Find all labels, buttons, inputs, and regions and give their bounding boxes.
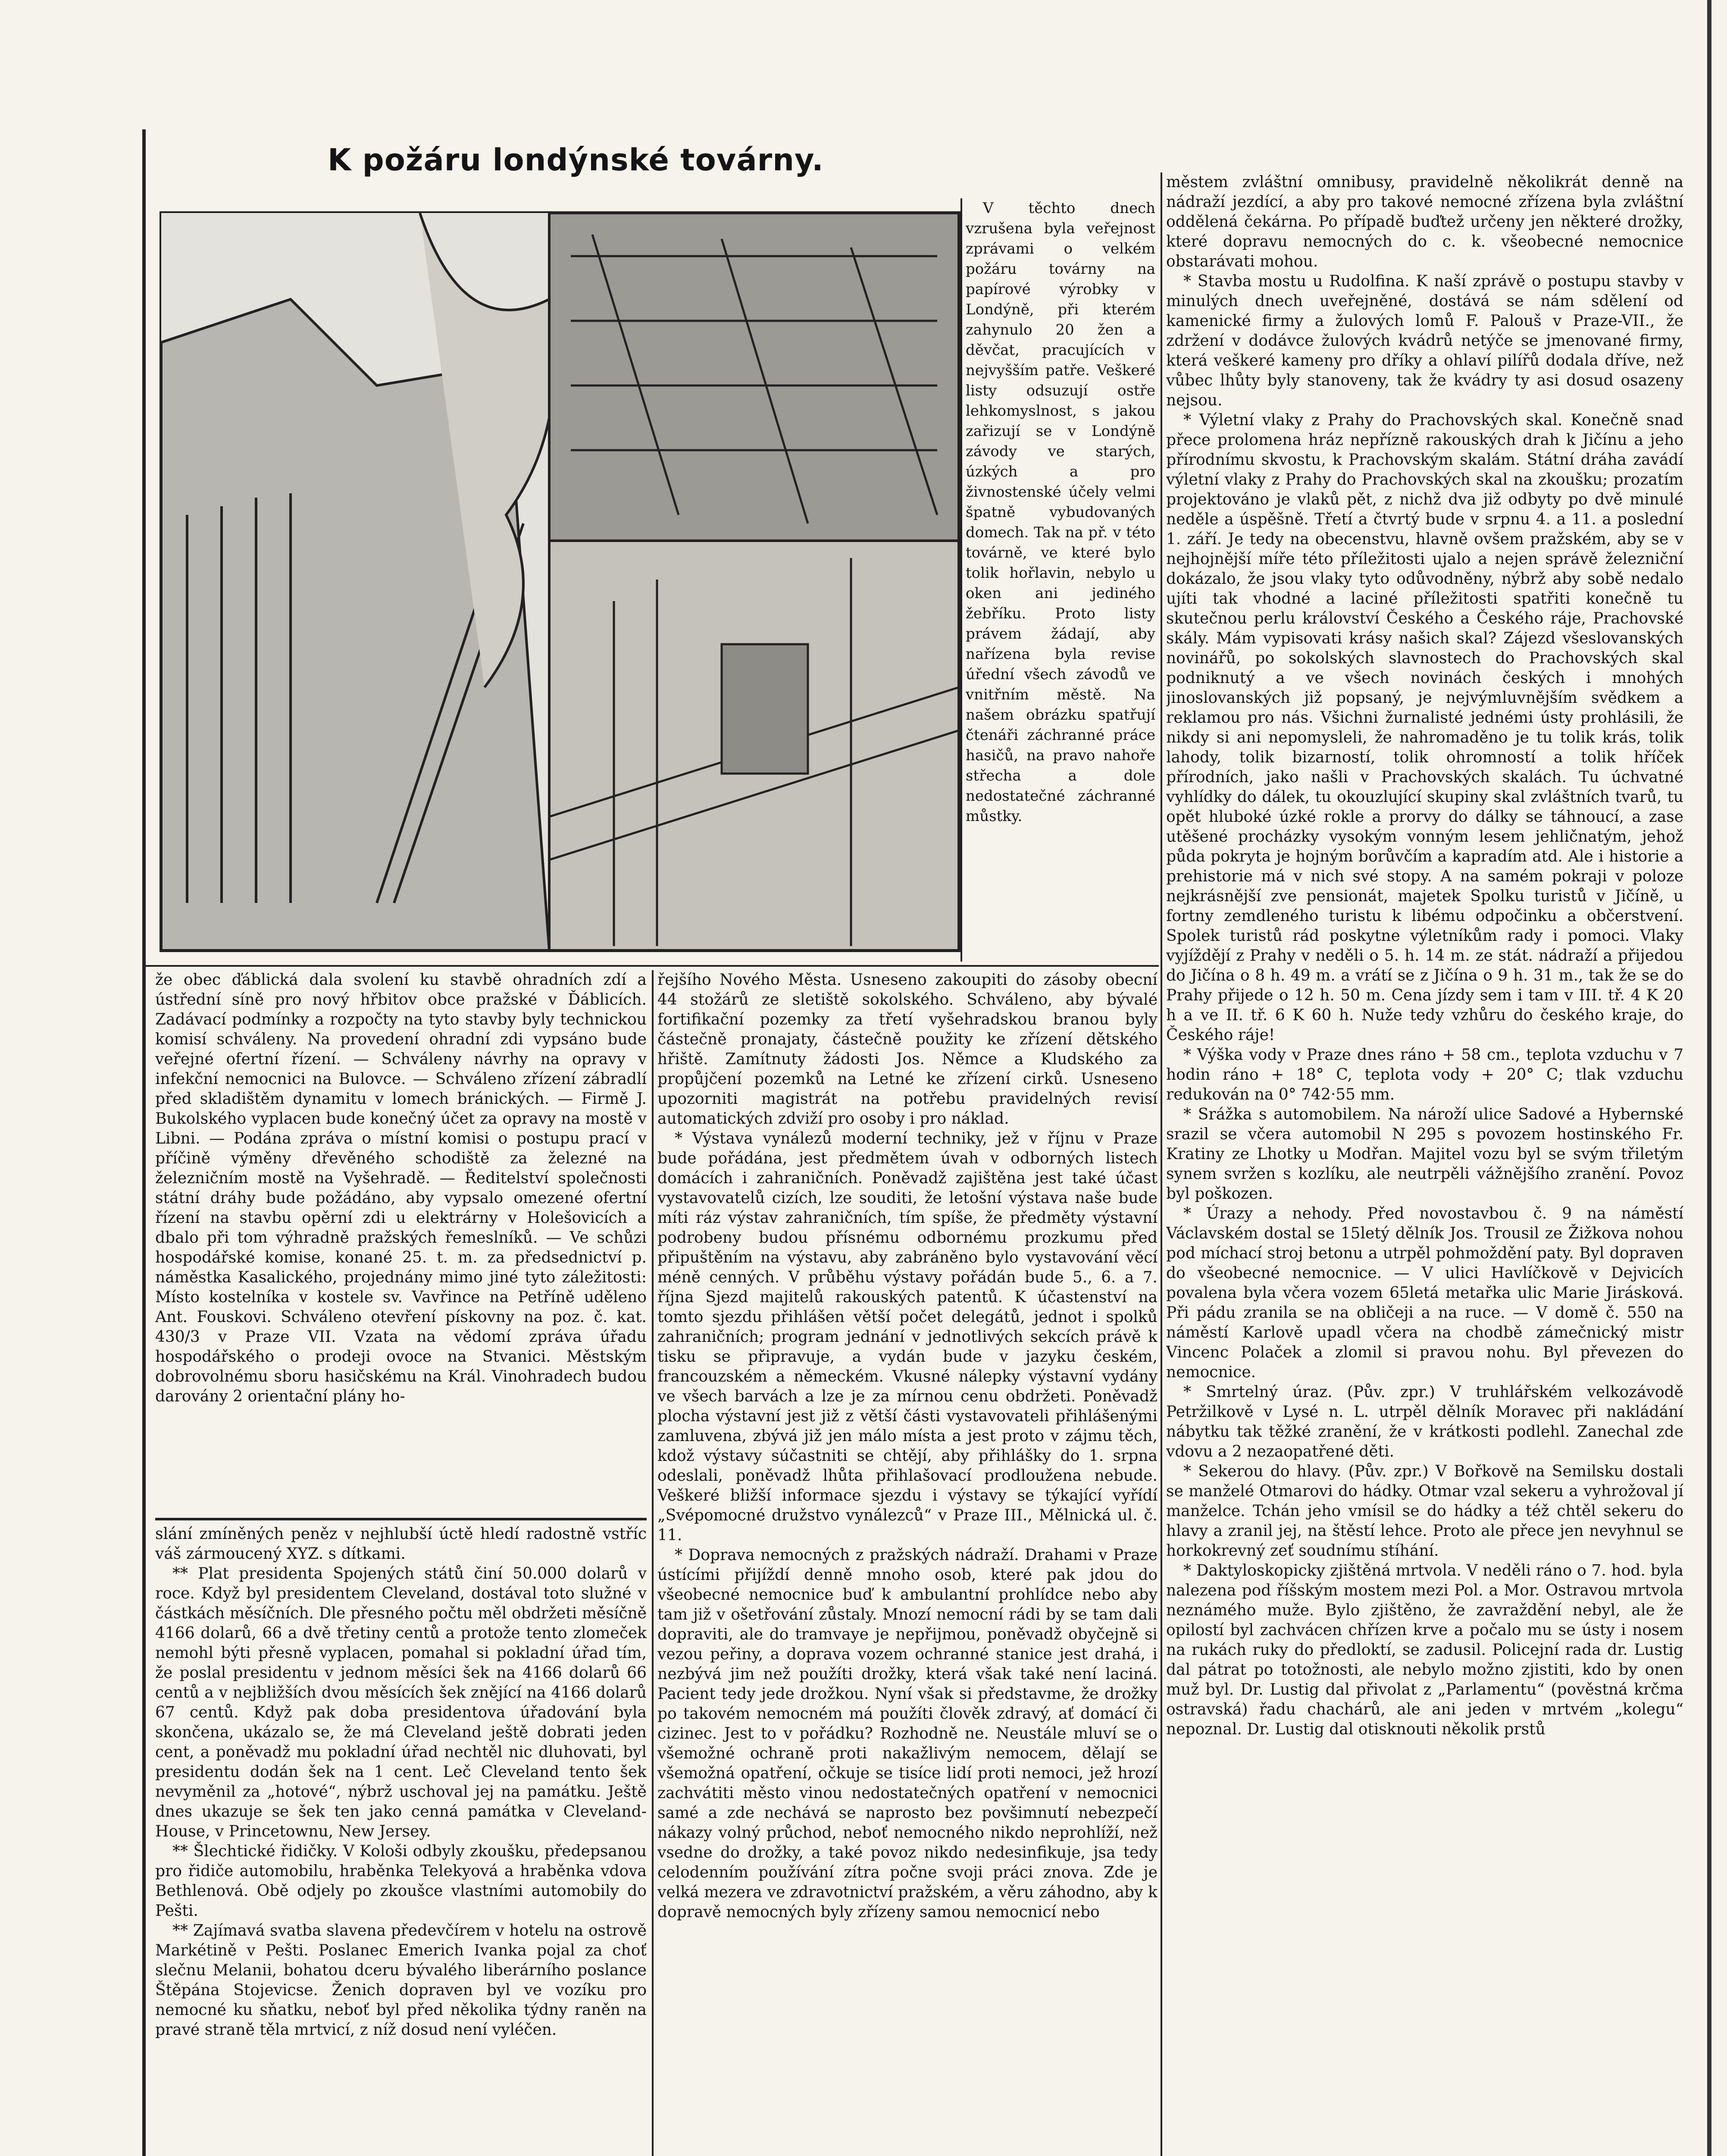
article-headline: K požáru londýnské továrny. [328, 142, 824, 178]
column-rule [1161, 172, 1162, 2156]
fingerprint-corpse-paragraph: * Daktyloskopicky zjištěná mrtvola. V neděli ráno o 7. hod. byla nalezena pod říšským mostem mezi Pol. a Mor. Ostravou mrtvola neznámého muže. Bylo zjištěno, že zavraždění nebyl, ale že opilostí byl zachvácen chřízen krve a počalo mu se ústy i nosem na rukách ruky do předloktí, se zadusil. Policejní rada dr. Lustig dal pátrat po totožnosti, ale nebylo možno zjistiti, kdo by onen muž byl. Dr. Lustig dal přivolat z „Parlamentu“ (pověstná krčma ostravská) řadu chachárů, ale ani jeden v mrtvém „kolegu“ nepoznal. Dr. Lustig dal otisknouti několik prstů [1166, 1562, 1683, 1738]
section-divider [146, 965, 1159, 967]
council-continued-paragraph: řejšího Nového Města. Usneseno zakoupiti do zásoby obecní 44 stožárů ze sletiště sokolského. Schváleno, aby bývalé fortifikační pozemky za třetí vyšehradskou branou byly částečně pronajaty, částečně použity ke zřízení dětského hřiště. Zamítnuty žádosti Jos. Němce a Kludského za propůjčení pozemků na Letné ke zřízení cirků. Usneseno upozorniti magistrát na potřebu pravidelných revisí automatických zdviží pro osoby i pro náklad. [657, 971, 1158, 1128]
noble-drivers-paragraph: ** Šlechtické řidičky. V Kološi odbyly zkoušku, předepsanou pro řidiče automobilu, hraběnka Telekyová a hraběnka vdova Bethlenová. Obě odjely po zkoušce vlastními automobily do Pešti. [155, 1843, 647, 1920]
page-left-rule [142, 129, 146, 2156]
city-council-paragraph: že obec ďáblická dala svolení ku stavbě ohradních zdí a ústřední síně pro nový hřbitov obce pražské v Ďáblicích. Zadávací podmínky a rozpočty na tyto stavby byly technickou komisí schváleny. Na provedení ohradní zdi vypsáno bude veřejné ofertní řízení. — Schváleny návrhy na opravy v infekční nemocnici na Bulovce. — Schváleno zřízení zábradlí před skladištěm dynamitu v lomech bránických. — Firmě J. Bukolského vyplacen bude konečný účet za opravy na mostě v Libni. — Podána zpráva o místní komisi o postupu prací v příčině výměny dřevěného schodiště za železné na železničním mostě na Vyšehradě. — Ředitelství společnosti státní dráhy bude požádáno, aby vypsalo omezené ofertní řízení na stavbu opěrní zdi u elektrárny v Holešovicích a dbalo při tom výhradně pražských řemeslníků. — Ve schůzi hospodářské komise, konané 25. t. m. za předsednictví p. náměstka Kasalického, projednány mimo jiné tyto záležitosti: Místo kostelníka v kostele sv. Vavřince na Petříně uděleno Ant. Fouskovi. Schváleno otevření pískovny na poz. č. kat. 430/3 v Praze VII. Vzata na vědomí zpráva úřadu hospodářského o prodeji ovoce na Stvanici. Městským dobrovolnému sboru hasičskému na Král. Vinohradech budou darovány 2 orientační plány ho- [155, 971, 647, 1405]
page-right-edge [1707, 0, 1711, 2156]
omnibus-paragraph: městem zvláštní omnibusy, pravidelně několikrát denně na nádraží jezdící, a aby pro takové nemocné zřízena byla zvláštní oddělená čekárna. Po případě buďtež určeny jen některé drožky, které dopravu nemocných do c. k. všeobecné nemocnice obstarávati mohou. [1166, 173, 1683, 270]
left-column-top [155, 970, 647, 1514]
accidents-paragraph: * Úrazy a nehody. Před novostavbou č. 9 na náměstí Václavském dostal se 15letý dělník Jos. Trousil ze Žižkova nohou pod míchací stroj betonu a utrpěl pohmoždění paty. Byl dopraven do všeobecné nemocnice. — V ulici Havlíčkově v Dejvicích povalena byla včera vozem 65letá metařka ulic Marie Jirásková. Při pádu zranila se na obličeji a na ruce. — V domě č. 550 na náměstí Karlově upadl včera na chodbě zámečnický mistr Vincenc Polaček a zlomil si pravou nohu. Byl převezen do nemocnice. [1166, 1205, 1683, 1381]
letter-closing-paragraph: slání zmíněných peněz v nejhlubší úctě hledí radostně vstříc váš zármoucený XYZ. s dítkami. [155, 1525, 647, 1563]
automobile-collision-paragraph: * Srážka s automobilem. Na nároží ulice Sadové a Hybernské srazil se včera automobil N 295 s povozem hostinského Fr. Kratiny ze Lhotky u Modřan. Majitel vozu byl se svým třiletým synem svržen s kozlíku, ale neutrpěli vážnějšího zranění. Povoz byl poškozen. [1166, 1106, 1683, 1203]
wedding-paragraph: ** Zajímavá svatba slavena předevčírem v hotelu na ostrově Markétině v Pešti. Poslanec Emerich Ivanka pojal za choť slečnu Melanii, bohatou dceru bývalého liberárního poslance Štěpána Stojevicse. Ženich dopraven byl ve vozíku pro nemocné ku sňatku, neboť byl před několika týdny raněn na pravé straně těla mrtvicí, z níž dosud není vyléčen. [155, 1922, 647, 2039]
technology-exhibition-paragraph: * Výstava vynálezů moderní techniky, jež v říjnu v Praze bude pořádána, jest předmětem úvah v odborných listech domácích i zahraničních. Poněvadž zajištěna jest také účast vystavovatelů cizích, lze souditi, že letošní výstava naše bude míti ráz výstav zahraničních, tím spíše, že předměty výstavní podrobeny budou přísnému odbornému prozkumu před připuštěním na výstavu, aby zabráněno bylo vystavování věcí méně cenných. V průběhu výstavy pořádán bude 5., 6. a 7. října Sjezd majitelů rakouských patentů. K účastenství na tomto sjezdu přihlášen větší počet delegátů, jednot i spolků zahraničních; program jednání v jednotlivých sekcích právě k tisku se připravuje, a vydán bude v jazyku českém, francouzském a německém. Vkusné nálepky výstavní vydány ve všech barvách a lze je za mírnou cenu obdržeti. Poněvadž plocha výstavní jest již z větší části vystavovateli přihlášenými zamluvena, zbývá již jen málo místa a jest proto v zájmu těch, kdož výstavy súčastniti se chtějí, aby přihlášky do 1. srpna odeslali, poněvadž lhůta přihlašovací prodloužena nebude. Veškeré bližší informace sjezdu i výstavy se týkající vyřídí „Svépomocné družstvo vynálezců“ v Praze III., Mělnická ul. č. 11. [657, 1130, 1158, 1544]
bridge-construction-paragraph: * Stavba mostu u Rudolfina. K naší zprávě o postupu stavby v minulých dnech uveřejněné, dostává se nám sdělení od kamenické firmy a žulových lomů F. Palouš v Praze-VII., že zdržení v dodávce žulových kvádrů netýče se jmenované firmy, která veškeré kameny pro dříky a ohlaví pilířů dodala dříve, než vůbec lhůty byly stanoveny, tak že kvádry ty asi dosud osazeny nejsou. [1166, 273, 1683, 409]
middle-column [657, 970, 1158, 2156]
fire-illustration [160, 211, 960, 952]
story-paragraph: V těchto dnech vzrušena byla veřejnost zprávami o velkém požáru továrny na papírové výrobky v Londýně, při kterém zahynulo 20 žen a děvčat, pracujících v nejvyšším patře. Veškeré listy odsuzují ostře lehkomyslnost, s jakou zařizují se v Londýně závody ve starých, úzkých a pro živnostenské účely velmi špatně vybudovaných domech. Tak na př. v této továrně, ve které bylo tolik hořlavin, nebylo u oken ani jediného žebříku. Proto listy právem žádají, aby nařízena byla revise úřední všech závodů ve vnitřním městě. Na našem obrázku spatřují čtenáři záchranné práce hasičů, na pravo nahoře střecha a dole nedostatečné záchranné můstky. [966, 200, 1155, 825]
story-column [966, 198, 1155, 966]
patient-transport-paragraph: * Doprava nemocných z pražských nádraží. Drahami v Praze ústícími přijíždí denně mnoho osob, které pak jdou do všeobecné nemocnice buď k ambulantní prohlídce nebo aby tam již v ošetřování zůstaly. Mnozí nemocní rádi by se tam dali dopraviti, ale do tramvaye je nepřijmou, poněvadž obyčejně si vezou peřiny, a doprava vozem ochranné stanice jest drahá, i nezbývá jim než použíti drožky, která však také není laciná. Pacient tedy jede drožkou. Nyní však si představme, že drožky po takovém nemocném má použíti člověk zdravý, ať domácí či cizinec. Jest to v pořádku? Rozhodně ne. Neustále mluví se o všemožné ochraně proti nakažlivým nemocem, dělají se všemožná opatření, očkuje se tisíce lidí proti nemoci, jež hrozí zachvátiti město vinou nedostatečných opatření v nemocnici samé a zde nechává se naprosto bez povšimnutí nebezpečí nákazy volný průchod, neboť nemocného nikdo neprohlíží, než vsedne do drožky, a také povoz nikdo nedesinfikuje, jsa tedy celodenním používání zítra počne svoji práci znova. Zde je velká mezera ve zdravotnictví pražském, a věru záhodno, aby k dopravě nemocných byly zřízeny samou nemocnicí nebo [657, 1546, 1158, 1921]
excursion-trains-paragraph: * Výletní vlaky z Prahy do Prachovských skal. Konečně snad přece prolomena hráz nepřízně rakouských drah k Jičínu a jeho přírodnímu skvostu, k Prachovským skalám. Státní dráha zavádí výletní vlaky z Prahy do Prachovských skal na zkoušku; prozatím projektováno je vlaků pět, z nichž dva již odbyty po dvě minulé neděle a úspěšně. Třetí a čtvrtý bude v srpnu 4. a 11. a poslední 1. září. Je tedy na obecenstvu, hlavně ovšem pražském, aby se v nejhojnější míře této příležitosti ujalo a nejen správě železniční dokázalo, že jsou vlaky tyto odůvodněny, nýbrž aby sobě nedalo ujíti tak vhodné a laciné příležitosti spatřiti konečně tu skutečnou perlu království Českého a Českého ráje, Prachovské skály. Mám vypisovati krásy našich skal? Zájezd všeslovanských novinářů, po sokolských slavnostech do Prachovských skal podniknutý a ve všech novinách českých i mnohých jinoslovanských již popsaný, je nejvýmluvnějším svědkem a reklamou pro nás. Všichni žurnalisté jednémi ústy prohlásili, že nikdy si ani nepomysleli, že nahromaděno je tu tolik krás, tolik lahody, tolik bizarností, tolik ohromností a tolik hříček přírodních, jako našli v Prachovských skalách. Tu úchvatné vyhlídky do dálek, tu okouzlující skupiny skal zvláštních tvarů, tu opět hluboké úzké rokle a prorvy do dálky se táhnoucí, a zase utěšené procházky vysokým vonným lesem jehličnatým, jehož půda pokryta je hojným borůvčím a kapradím atd. Ale i historie a prehistorie má v nich své stopy. A na samém pokraji v poloze nejkrásnější zve pensionát, majetek Spolku turistů v Jičíně, u fortny zemdleného turistu k libému odpočinku a občerstvení. Spolek turistů rád poskytne výletníkům rady i pomoci. Vlaky vyjíždějí z Prahy v neděli o 5. h. 14 m. ze stát. nádraží a přijedou do Jičína o 8 h. 49 m. a vrátí se z Jičína o 9 h. 31 m., tak že se do Prahy přijede o 12 h. 50 m. Cena jízdy sem i tam v III. tř. 4 K 20 h a ve II. tř. 6 K 60 h. Nuže tedy vzhůru do českého kraje, do Českého ráje! [1166, 411, 1683, 1044]
president-salary-paragraph: ** Plat presidenta Spojených států činí 50.000 dolarů v roce. Když byl presidentem Cleveland, dostával toto služné v částkách měsíčních. Dle přesného počtu měl obdržeti měsíčně 4166 dolarů, 66 a dvě třetiny centů a protože tento zlomeček nemohl býti přesně vyplacen, pomahal si pokladní úřad tím, že poslal presidentu v jednom měsíci šek na 4166 dolarů 66 centů a v nejbližších dvou měsících šek znějící na 4166 dolarů 67 centů. Když pak doba presidentova úřadování byla skončena, ukázalo se, že má Cleveland ještě dobrati jeden cent, a poněvadž mu pokladní úřad nechtěl nic dluhovati, byl presidentu dodán šek na 1 cent. Leč Cleveland tento šek nevyměnil za „hotové“, nýbrž uschoval jej na památku. Ještě dnes ukazuje se šek ten jako cenná památka v Cleveland-House, v Princetownu, New Jersey. [155, 1565, 647, 1840]
column-rule [960, 198, 962, 962]
column-rule [652, 970, 654, 2156]
water-level-paragraph: * Výška vody v Praze dnes ráno + 58 cm., teplota vzduchu v 7 hodin ráno + 18° C, teplota vody + 20° C; tlak vzduchu redukován na 0° 742·55 mm. [1166, 1046, 1683, 1103]
right-column [1166, 172, 1683, 2156]
axe-attack-paragraph: * Sekerou do hlavy. (Pův. zpr.) V Bořkově na Semilsku dostali se manželé Otmarovi do hádky. Otmar vzal sekeru a vyhrožoval jí manželce. Tchán jeho vmísil se do hádky a též chtěl sekeru do hlavy a zranil jej, na štěstí lehce. Proto ale přece jen nevyhnul se horkokrevný zeť soudnímu stíhání. [1166, 1463, 1683, 1560]
fire-illustration-drawing [161, 213, 959, 950]
column-divider [155, 1518, 647, 1520]
left-column-bottom [155, 1524, 647, 2156]
fatal-accident-paragraph: * Smrtelný úraz. (Pův. zpr.) V truhlářském velkozávodě Petržilkově v Lysé n. L. utrpěl dělník Moravec při nakládání nábytku tak těžké zranění, že v krátkosti podlehl. Zanechal zde vdovu a 2 nezaopatřené děti. [1166, 1383, 1683, 1460]
